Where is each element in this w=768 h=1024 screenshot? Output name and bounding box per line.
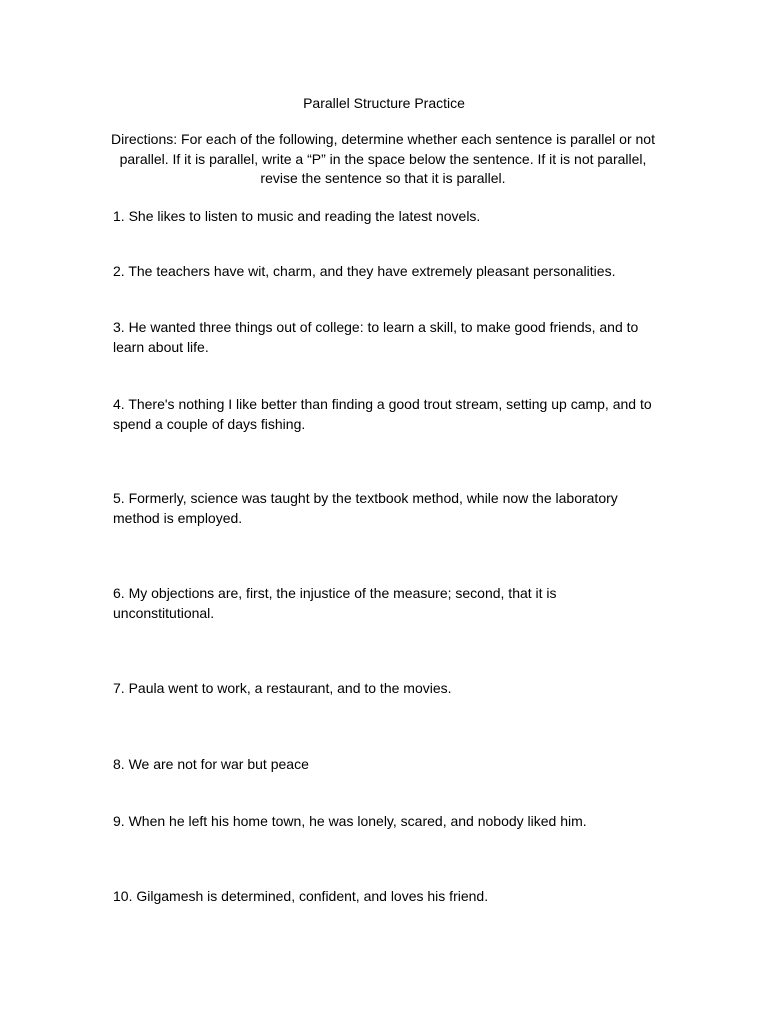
question-9: 9. When he left his home town, he was lonely, scared, and nobody liked him. [113, 813, 587, 829]
question-1: 1. She likes to listen to music and reading the latest novels. [113, 208, 481, 224]
directions-paragraph: Directions: For each of the following, determine whether each sentence is parallel or not parallel. If it is parallel, write a “P” in the space below the sentence. If it is not parallel, revise the sentence so that it is parallel. [111, 131, 655, 186]
question-8: 8. We are not for war but peace [113, 756, 309, 772]
question-6: 6. My objections are, first, the injustice of the measure; second, that it is unconstitutional. [113, 585, 557, 621]
question-7: 7. Paula went to work, a restaurant, and to the movies. [113, 680, 452, 696]
question-10: 10. Gilgamesh is determined, confident, and loves his friend. [113, 888, 489, 904]
page-title: Parallel Structure Practice [303, 95, 465, 111]
question-5: 5. Formerly, science was taught by the textbook method, while now the laboratory method is employed. [113, 490, 618, 526]
question-4: 4. There's nothing I like better than finding a good trout stream, setting up camp, and to spend a couple of days fishing. [113, 396, 652, 432]
question-3: 3. He wanted three things out of college: to learn a skill, to make good friends, and to learn about life. [113, 319, 639, 355]
question-2: 2. The teachers have wit, charm, and they have extremely pleasant personalities. [113, 263, 616, 279]
